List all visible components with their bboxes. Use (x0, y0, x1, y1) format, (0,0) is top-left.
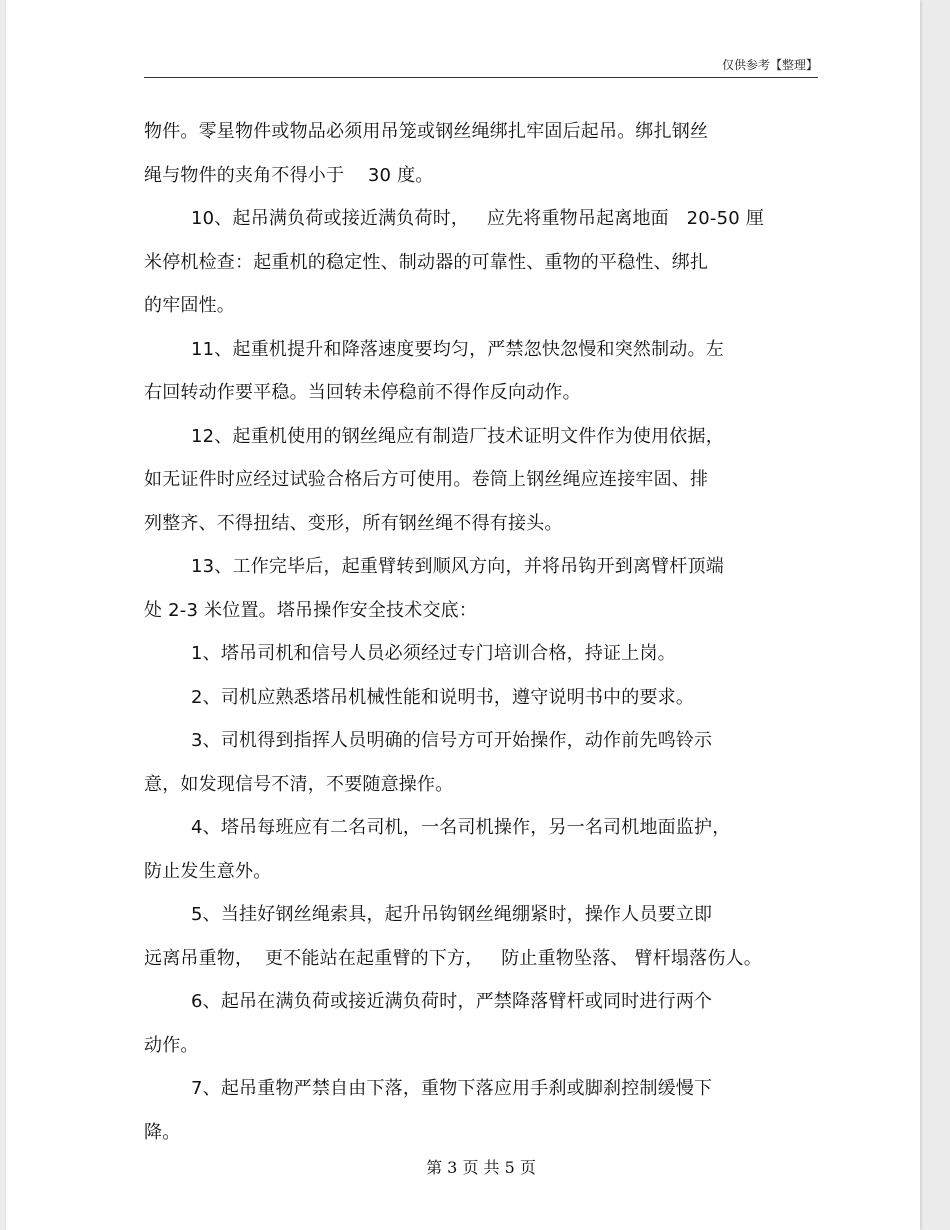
page-header: 仅供参考【整理】 (721, 58, 818, 72)
text-line: 远离吊重物， 更不能站在起重臂的下方， 防止重物坠落、 臂杆塌落伤人。 (144, 947, 762, 969)
text-line: 意，如发现信号不清，不要随意操作。 (144, 773, 454, 795)
text-line: 处 2-3 米位置。塔吊操作安全技术交底： (144, 599, 478, 621)
text-line: 物件。零星物件或物品必须用吊笼或钢丝绳绑扎牢固后起吊。绑扎钢丝 (144, 121, 709, 142)
text-line: 防止发生意外。 (144, 860, 272, 882)
body-text (144, 110, 834, 1154)
text-line: 5、当挂好钢丝绳索具，起升吊钩钢丝绳绷紧时，操作人员要立即 (191, 904, 713, 925)
text-line: 右回转动作要平稳。当回转未停稳前不得作反向动作。 (144, 382, 581, 403)
document-page (6, 0, 920, 1230)
text-line: 列整齐、不得扭结、变形，所有钢丝绳不得有接头。 (144, 512, 563, 534)
text-line: 1、塔吊司机和信号人员必须经过专门培训合格，持证上岗。 (191, 643, 676, 664)
text-line: 6、起吊在满负荷或接近满负荷时，严禁降落臂杆或同时进行两个 (191, 991, 713, 1012)
header-divider (144, 77, 818, 78)
text-line: 4、塔吊每班应有二名司机，一名司机操作，另一名司机地面监护， (191, 817, 731, 838)
text-line: 12、起重机使用的钢丝绳应有制造厂技术证明文件作为使用依据， (191, 425, 724, 447)
text-line: 3、司机得到指挥人员明确的信号方可开始操作，动作前先鸣铃示 (191, 730, 713, 751)
text-line: 如无证件时应经过试验合格后方可使用。卷筒上钢丝绳应连接牢固、排 (144, 469, 709, 490)
page-footer: 第 3 页 共 5 页 (426, 1158, 536, 1177)
text-line: 绳与物件的夹角不得小于 30 度。 (144, 164, 434, 186)
text-line: 13、工作完毕后，起重臂转到顺风方向，并将吊钩开到离臂杆顶端 (191, 556, 724, 577)
text-line: 7、起吊重物严禁自由下落，重物下落应用手刹或脚刹控制缓慢下 (191, 1078, 713, 1099)
text-line: 11、起重机提升和降落速度要均匀，严禁忽快忽慢和突然制动。左 (191, 338, 724, 360)
text-line: 2、司机应熟悉塔吊机械性能和说明书，遵守说明书中的要求。 (191, 686, 695, 708)
text-line: 10、起吊满负荷或接近满负荷时， 应先将重物吊起离地面 20-50 厘 (191, 208, 765, 229)
text-line: 米停机检查：起重机的稳定性、制动器的可靠性、重物的平稳性、绑扎 (144, 251, 709, 273)
text-line: 的牢固性。 (144, 295, 235, 316)
text-line: 动作。 (144, 1034, 199, 1056)
text-line: 降。 (144, 1121, 181, 1143)
